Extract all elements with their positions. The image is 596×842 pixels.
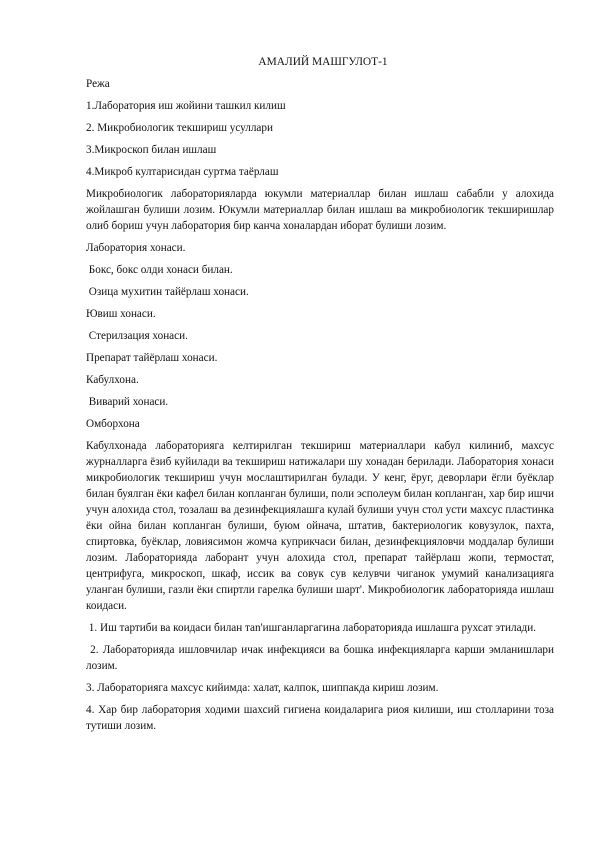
room-item: Кабулхона. [86,374,139,386]
main-paragraph: Кабулхонада лабораторияга келтирилган текшириш материаллари кабул килиниб, махсус журналларга ёзиб куйилади ва текшириш натижалари шу хонадан берилади. Лаборатория хонаси микробиологик текшириш учун мослаштирилган булади. У кенг, ёруг, деворлари ёгли буёклар билан буялган ёки кафел билан копланган булиши, поли эсполеум билан копланган, хар бир ишчи учун алохида стол, тозалаш ва дезинфекциялашга кулай булиши учун стол усти махсус пластинка ёки ойна билан копланган булиши, буюм ойнача, штатив, бактериологик ковузулок, пахта, спиртовка, буёклар, ловиясимон жомча куприкчаси билан, дезинфекцияловчи моддалар булиши лозим. Лабораторияда лаборант учун алохида стол, препарат тайёрлаш жопи, термостат, центрифуга, микроскоп, шкаф, иссик ва совук сув келувчи чиганок умумий канализацияга уланган булиши, газли ёки спиртли гарелка булиши шарт'. Микробиологик лабораторияда ишлаш коидаси. [86,440,554,612]
plan-item: 3.Микроскоп билан ишлаш [86,144,217,156]
document-page [86,54,557,740]
plan-item: 1.Лаборатория иш жойини ташкил килиш [86,100,286,112]
room-item: Озица мухитин тайёрлаш хонаси. [86,286,249,298]
room-item: Виварий хонаси. [86,396,169,408]
plan-item: 2. Микробиологик текшириш усуллари [86,122,273,134]
document-title: АМАЛИЙ МАШГУЛОТ-1 [258,56,388,68]
plan-heading: Режа [86,78,110,90]
room-item: Ювиш хонаси. [86,308,156,320]
intro-paragraph: Микробиологик лабораторияларда юкумли материаллар билан ишлаш сабабли у алохида жойлашган булиши лозим. Юкумли материаллар билан ишлаш ва микробиологик текширишлар олиб бориш учун лаборатория бир канча хоналардан иборат булиши лозим. [86,188,554,232]
room-item: Препарат тайёрлаш хонаси. [86,352,218,364]
plan-item: 4.Микроб култарисидан суртма таёрлаш [86,166,279,178]
rule-item: 1. Иш тартиби ва коидаси билан таn'ишганларгагина лабораторияда ишлашга рухсат этилади. [86,622,537,634]
room-item: Бокс, бокс олди хонаси билан. [86,264,233,276]
rule-item: 4. Хар бир лаборатория ходими шахсий гигиена коидаларига риоя килиши, иш столларини тоза тутиши лозим. [86,704,554,732]
room-item: Лаборатория хонаси. [86,242,186,254]
rule-item: 2. Лабораторияда ишловчилар ичак инфекцияси ва бошка инфекцияларга карши эмланишлари лозим. [86,644,557,672]
room-item: Омборхона [86,418,140,430]
rule-item: 3. Лабораторияга махсус кийимда: халат, калпок, шиппакда кириш лозим. [86,682,439,694]
room-item: Стерилзация хонаси. [86,330,188,342]
